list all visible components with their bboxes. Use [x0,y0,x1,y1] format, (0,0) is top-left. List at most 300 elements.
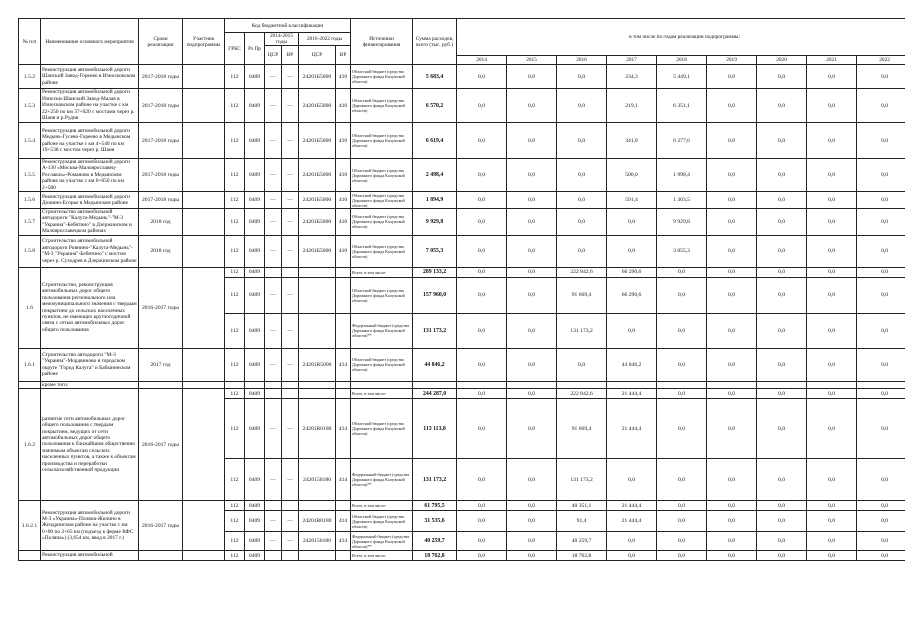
vr-cell: 414 [336,459,351,501]
year-value-cell: 0,0 [707,501,757,511]
term-cell: 2018 год [139,209,183,236]
vr-2014-cell: — [282,313,299,348]
csr-2014-cell: — [265,209,282,236]
participant-cell [183,551,225,561]
year-value-cell: 0,0 [507,192,557,209]
year-value-cell: 0,0 [607,209,657,236]
year-value-cell: 0,0 [857,65,905,89]
col-year-2022: 2022 [857,56,905,65]
year-value-cell: 0,0 [457,399,507,459]
csr-2014-cell [265,501,282,511]
year-value-cell: 0,0 [807,267,857,277]
year-value-cell: 0,0 [507,313,557,348]
term-cell: 2016-2017 годы [139,267,183,348]
csr-2014-cell: — [265,532,282,551]
total-cell: 289 133,2 [413,267,457,277]
year-value-cell: 0,0 [507,501,557,511]
year-value-cell: 0,0 [507,399,557,459]
vr-cell: 410 [336,209,351,236]
vr-2014-cell: — [282,209,299,236]
year-value-cell: 0,0 [707,459,757,501]
krome-cell: кроме того: [41,381,139,388]
col-name: Наименование основного мероприятия [41,19,139,65]
year-value-cell: 21 444,4 [607,511,657,532]
row-number-cell: 1.5.8 [19,235,41,267]
vr-2014-cell: — [282,89,299,123]
table-row [19,65,905,89]
source-cell: Областной бюджет (средства Дорожного фонда Калужской области) [351,89,413,123]
source-cell: Федеральный бюджет (средства Дорожного фонда Калужской области)** [351,459,413,501]
year-value-cell: 0,0 [857,348,905,381]
year-value-cell: 0,0 [757,235,807,267]
csr-cell [299,551,336,561]
year-value-cell: 0,0 [507,532,557,551]
table-row [19,89,905,123]
csr-2014-cell: — [265,277,282,313]
table-row [19,267,905,277]
csr-cell [299,313,336,348]
year-value-cell: 0,0 [757,123,807,159]
csr-2014-cell: — [265,348,282,381]
row-number-cell: 1.6 [19,267,41,348]
vr-cell [336,267,351,277]
grbs-cell: 112 [225,551,245,561]
empty-cell [413,381,457,388]
year-value-cell: 0,0 [807,399,857,459]
year-value-cell: 0,0 [657,532,707,551]
year-value-cell: 1 998,4 [657,159,707,192]
col-year-2021: 2021 [807,56,857,65]
year-value-cell: 0,0 [507,159,557,192]
source-cell: Всего, в том числе: [351,551,413,561]
term-cell: 2017 год [139,348,183,381]
year-value-cell: 21 444,4 [607,399,657,459]
vr-cell: 410 [336,123,351,159]
vr-2014-cell [282,389,299,399]
vr-cell: 410 [336,89,351,123]
year-value-cell: 0,0 [757,399,807,459]
year-value-cell: 0,0 [807,65,857,89]
col-year-2020: 2020 [757,56,807,65]
col-vr-2: ВР [336,46,351,65]
vr-2014-cell: — [282,532,299,551]
year-value-cell: 0,0 [457,313,507,348]
year-value-cell: 0,0 [457,389,507,399]
source-cell: Областной бюджет (средства Дорожного фонда Калужской области) [351,348,413,381]
empty-cell [557,381,607,388]
empty-cell [282,381,299,388]
year-value-cell: 44 846,2 [607,348,657,381]
vr-2014-cell [282,501,299,511]
vr-2014-cell: — [282,123,299,159]
year-value-cell: 500,0 [607,159,657,192]
empty-cell [657,381,707,388]
total-cell: 6 619,4 [413,123,457,159]
grbs-cell: 112 [225,348,245,381]
year-value-cell: 131 173,2 [557,459,607,501]
source-cell: Всего, в том числе: [351,501,413,511]
total-cell: 157 960,0 [413,277,457,313]
source-cell: Областной бюджет (средства Дорожного фонда Калужской области) [351,65,413,89]
year-value-cell: 0,0 [857,389,905,399]
grbs-cell: 112 [225,459,245,501]
col-year-2019: 2019 [707,56,757,65]
csr-cell [299,389,336,399]
row-number-cell [19,381,41,388]
year-value-cell: 0,0 [557,65,607,89]
rzpr-cell: 0409 [245,65,265,89]
empty-cell [707,381,757,388]
total-cell: 2 498,4 [413,159,457,192]
total-cell: 244 287,0 [413,389,457,399]
rzpr-cell: 0409 [245,389,265,399]
measure-name-cell: Реконструкция автомобильной дороги М-3 «Украина»-Поляна-Жилино в Жиздринском районе на участке с км 0+00 по 3+65 км (подъезд к ферме КФС «Поляна») (3,654 км, ввод в 2017 г.) [41,501,139,551]
year-value-cell: 0,0 [657,348,707,381]
year-value-cell: 0,0 [457,159,507,192]
year-value-cell: 0,0 [757,89,807,123]
csr-cell: 24201R0180 [299,511,336,532]
csr-2014-cell: — [265,123,282,159]
year-value-cell: 0,0 [657,399,707,459]
year-value-cell: 591,4 [607,192,657,209]
year-value-cell: 0,0 [807,209,857,236]
empty-cell [139,381,183,388]
total-cell: 40 259,7 [413,532,457,551]
csr-2014-cell: — [265,65,282,89]
year-value-cell: 9 929,8 [657,209,707,236]
csr-cell: 24201Б5000 [299,89,336,123]
col-year-2017: 2017 [607,56,657,65]
year-value-cell: 0,0 [457,192,507,209]
vr-cell: 414 [336,511,351,532]
year-value-cell: 0,0 [857,313,905,348]
empty-cell [757,381,807,388]
col-total: Сумма расходов, всего (тыс. руб.) [413,19,457,65]
table-row [19,348,905,381]
year-value-cell: 0,0 [757,389,807,399]
year-value-cell: 6 351,1 [657,89,707,123]
measure-name-cell: Строительство автомобильной автодороги "Калуга-Медынь"-"М-3 "Украина"-Бебятино" в Дзержинском и Малоярославецком районах [41,209,139,236]
year-value-cell: 0,0 [807,532,857,551]
term-cell [139,551,183,561]
col-grbs: ГРБС [225,33,245,65]
rzpr-cell: 0409 [245,89,265,123]
csr-2014-cell [265,267,282,277]
year-value-cell: 0,0 [657,277,707,313]
year-value-cell: 0,0 [507,89,557,123]
year-value-cell: 0,0 [607,235,657,267]
year-value-cell: 0,0 [707,348,757,381]
year-value-cell: 0,0 [657,551,707,561]
col-budget-code: Код бюджетной классификации [225,19,351,33]
participant-cell [183,159,225,192]
measure-name-cell: развитие сети автомобильных дорог общего пользования с твердым покрытием, ведущих от сети автомобильных дорог общего пользования к ближайшим общественно значимым объектам сельских населенных пунктов, а также к объектам производства и переработки сельскохозяйственной продукции [41,389,139,501]
year-value-cell: 91 669,4 [557,399,607,459]
rzpr-cell: 0409 [245,235,265,267]
measure-name-cell: Строительство, реконструкция автомобильных дорог общего пользования регионального или межмуниципального значения с твердым покрытием до сельских населенных пунктов, не имеющих круглогодичной связи с сетью автомобильных дорог общего пользования [41,267,139,348]
table-row [19,235,905,267]
participant-cell [183,389,225,501]
term-cell: 2016-2017 годы [139,501,183,551]
grbs-cell: 112 [225,399,245,459]
vr-cell [336,551,351,561]
year-value-cell: 3 055,3 [657,235,707,267]
year-value-cell: 0,0 [457,348,507,381]
row-number-cell: 1.5.7 [19,209,41,236]
year-value-cell: 0,0 [757,277,807,313]
measure-name-cell: Реконструкция автомобильной дороги Дошино-Егорье в Медынском районе [41,192,139,209]
year-value-cell: 0,0 [457,459,507,501]
col-2016-2022: 2016-2022 годы [299,33,351,46]
year-value-cell: 0,0 [807,459,857,501]
vr-2014-cell: — [282,159,299,192]
year-value-cell: 222 842,6 [557,389,607,399]
row-number-cell: 1.5.3 [19,89,41,123]
rzpr-cell: 0409 [245,399,265,459]
csr-2014-cell: — [265,459,282,501]
year-value-cell: 0,0 [857,399,905,459]
csr-cell: 2420150180 [299,459,336,501]
rzpr-cell: 0409 [245,459,265,501]
year-value-cell: 0,0 [857,267,905,277]
vr-2014-cell: — [282,348,299,381]
empty-cell [507,381,557,388]
year-value-cell: 0,0 [507,123,557,159]
year-value-cell: 40 351,1 [557,501,607,511]
year-value-cell: 131 173,2 [557,313,607,348]
empty-cell [457,381,507,388]
year-value-cell: 0,0 [607,551,657,561]
table-row [19,123,905,159]
vr-cell [336,277,351,313]
year-value-cell: 0,0 [507,267,557,277]
year-value-cell: 0,0 [657,501,707,511]
table-row [19,209,905,236]
measure-name-cell: Реконструкция автомобильной дороги А-130 «Москва-Малоярославец-Рославль»-Романово в Медынском районе на участке с км 0+050 по км 2+580 [41,159,139,192]
csr-cell: 24201Б5000 [299,192,336,209]
year-value-cell: 0,0 [507,348,557,381]
budget-table [18,18,905,561]
year-value-cell: 0,0 [557,159,607,192]
year-value-cell: 341,8 [607,123,657,159]
col-num: № п/п [19,19,41,65]
grbs-cell: 112 [225,89,245,123]
rzpr-cell: 0409 [245,551,265,561]
csr-cell: 24201Б5000 [299,209,336,236]
empty-cell [857,381,905,388]
year-value-cell: 0,0 [807,389,857,399]
year-value-cell: 0,0 [507,511,557,532]
year-value-cell: 0,0 [707,267,757,277]
year-value-cell: 0,0 [757,209,807,236]
term-cell: 2016-2017 годы [139,389,183,501]
year-value-cell: 0,0 [707,89,757,123]
csr-cell: 24201R5000 [299,348,336,381]
year-value-cell: 0,0 [707,159,757,192]
vr-2014-cell [282,267,299,277]
rzpr-cell: 0409 [245,313,265,348]
grbs-cell: 112 [225,123,245,159]
col-csr-2: ЦСР [299,46,336,65]
measure-name-cell: Реконструкция автомобильной дороги Износки-Шанский Завод-Малая в Износковском районе на участке с км 22+250 по км 37+020 с мостами через р. Шаня и р.Рудня [41,89,139,123]
col-year-2016: 2016 [557,56,607,65]
empty-cell [807,381,857,388]
col-terms: Сроки реализации [139,19,183,65]
row-number-cell: 1.5.4 [19,123,41,159]
csr-2014-cell [265,389,282,399]
year-value-cell: 0,0 [757,551,807,561]
year-value-cell: 0,0 [857,192,905,209]
rzpr-cell: 0409 [245,277,265,313]
col-year-2014: 2014 [457,56,507,65]
rzpr-cell: 0409 [245,159,265,192]
year-value-cell: 1 303,5 [657,192,707,209]
year-value-cell: 0,0 [507,551,557,561]
participant-cell [183,209,225,236]
year-value-cell: 0,0 [657,459,707,501]
year-value-cell: 21 444,4 [607,501,657,511]
table-row [19,501,905,511]
source-cell: Областной бюджет (средства Дорожного фонда Калужской области) [351,277,413,313]
participant-cell [183,348,225,381]
total-cell: 6 570,2 [413,89,457,123]
year-value-cell: 0,0 [757,192,807,209]
total-cell: 44 846,2 [413,348,457,381]
year-value-cell: 0,0 [607,313,657,348]
rzpr-cell: 0409 [245,511,265,532]
empty-cell [183,381,225,388]
rzpr-cell: 0409 [245,123,265,159]
csr-cell [299,501,336,511]
year-value-cell: 0,0 [707,313,757,348]
year-value-cell: 0,0 [757,511,807,532]
year-value-cell: 0,0 [657,511,707,532]
source-cell: Всего, в том числе: [351,389,413,399]
year-value-cell: 0,0 [807,501,857,511]
year-value-cell: 0,0 [657,267,707,277]
term-cell: 2017-2018 годы [139,159,183,192]
year-value-cell: 0,0 [707,123,757,159]
year-value-cell: 0,0 [657,313,707,348]
year-value-cell: 0,0 [807,348,857,381]
table-row [19,389,905,399]
participant-cell [183,89,225,123]
year-value-cell: 0,0 [857,123,905,159]
year-value-cell: 0,0 [707,277,757,313]
year-value-cell: 0,0 [557,89,607,123]
grbs-cell: 112 [225,159,245,192]
grbs-cell: 112 [225,389,245,399]
rzpr-cell: 0409 [245,209,265,236]
year-value-cell: 0,0 [707,532,757,551]
measure-name-cell: Реконструкция автомобильной дороги Шанский Завод-Гореево в Износковском районе [41,65,139,89]
year-value-cell: 0,0 [607,532,657,551]
row-number-cell: 1.5.6 [19,192,41,209]
grbs-cell: 112 [225,511,245,532]
csr-2014-cell: — [265,235,282,267]
measure-name-cell: Реконструкция автомобильной дороги Медынь-Гусево-Гореево в Медынском районе на участке с км 4+540 по км 19+538 с мостом через р. Шаня [41,123,139,159]
row-number-cell: 1.6.2.1 [19,501,41,551]
vr-2014-cell: — [282,65,299,89]
year-value-cell: 0,0 [507,209,557,236]
grbs-cell: 112 [225,209,245,236]
rzpr-cell: 0409 [245,348,265,381]
total-cell: 61 795,5 [413,501,457,511]
vr-cell: 410 [336,192,351,209]
vr-cell: 414 [336,348,351,381]
grbs-cell: 112 [225,501,245,511]
year-value-cell: 0,0 [707,399,757,459]
col-2014-2015: 2014-2015 годы [265,33,299,46]
col-rzpr: Рз Пр [245,33,265,65]
table-row [19,159,905,192]
csr-2014-cell: — [265,511,282,532]
year-value-cell: 0,0 [457,277,507,313]
csr-2014-cell: — [265,399,282,459]
participant-cell [183,192,225,209]
vr-2014-cell: — [282,277,299,313]
empty-cell [336,381,351,388]
csr-cell: 24201Б5000 [299,159,336,192]
year-value-cell: 219,1 [607,89,657,123]
year-value-cell: 0,0 [857,459,905,501]
rzpr-cell: 0409 [245,267,265,277]
year-value-cell: 0,0 [507,389,557,399]
year-value-cell: 0,0 [707,209,757,236]
year-value-cell: 0,0 [557,123,607,159]
participant-cell [183,267,225,348]
csr-2014-cell: — [265,89,282,123]
year-value-cell: 234,3 [607,65,657,89]
year-value-cell: 0,0 [857,235,905,267]
grbs-cell: 112 [225,267,245,277]
vr-cell: 410 [336,159,351,192]
year-value-cell: 0,0 [507,277,557,313]
row-number-cell: 1.5.2 [19,65,41,89]
rzpr-cell: 0409 [245,501,265,511]
year-value-cell: 0,0 [807,159,857,192]
vr-2014-cell: — [282,235,299,267]
csr-cell [299,267,336,277]
empty-cell [245,381,265,388]
year-value-cell: 66 290,6 [607,267,657,277]
year-value-cell: 18 762,8 [557,551,607,561]
vr-2014-cell: — [282,399,299,459]
vr-2014-cell: — [282,459,299,501]
term-cell: 2017-2018 годы [139,123,183,159]
measure-name-cell: Строительство автодороги "М-3 "Украина"-Мордвиново в городском округе "Город Калуга" и Бабынинском районе [41,348,139,381]
total-cell: 113 113,8 [413,399,457,459]
vr-cell: 414 [336,532,351,551]
grbs-cell: 112 [225,192,245,209]
year-value-cell: 0,0 [457,235,507,267]
csr-cell: 24201Б5000 [299,123,336,159]
csr-cell: 24201Б5000 [299,235,336,267]
year-value-cell: 66 290,6 [607,277,657,313]
total-cell: 7 055,3 [413,235,457,267]
year-value-cell: 0,0 [807,551,857,561]
term-cell: 2017-2018 годы [139,65,183,89]
year-value-cell: 222 842,6 [557,267,607,277]
source-cell: Областной бюджет (средства Дорожного фонда Калужской области) [351,159,413,192]
term-cell: 2017-2018 годы [139,89,183,123]
year-value-cell: 91 669,4 [557,277,607,313]
col-source: Источники финансирования [351,19,413,65]
year-value-cell: 0,0 [757,267,807,277]
year-value-cell: 0,0 [757,313,807,348]
year-value-cell: 0,0 [457,511,507,532]
empty-cell [225,381,245,388]
